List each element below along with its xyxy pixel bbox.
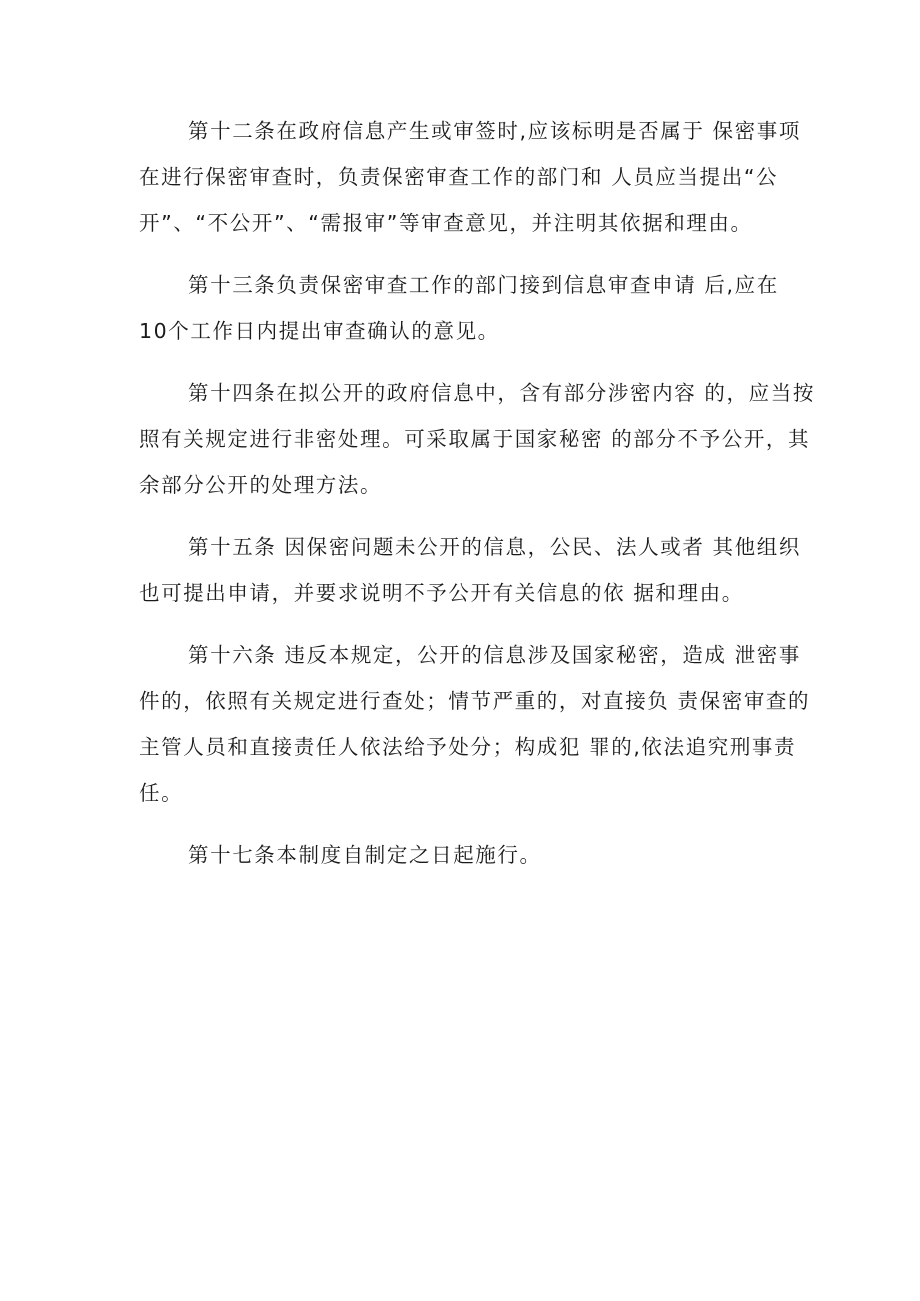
paragraph-article-12 [139, 108, 801, 246]
text-line: 第十三条负责保密审查工作的部门接到信息审查申请 后,应在 [188, 273, 779, 297]
text-line: 第十五条 因保密问题未公开的信息，公民、法人或者 其他组织 [188, 535, 801, 559]
text-line: 照有关规定进行非密处理。可采取属于国家秘密 的部分不予公开，其 [139, 427, 811, 451]
text-line: 10个工作日内提出审查确认的意见。 [139, 319, 500, 343]
text-line: 余部分公开的处理方法。 [139, 473, 383, 497]
text-line: 开”、“不公开”、“需报审”等审查意见，并注明其依据和理由。 [139, 211, 753, 235]
text-line: 主管人员和直接责任人依法给予处分；构成犯 罪的,依法追究刑事责 [139, 735, 797, 759]
text-line: 第十二条在政府信息产生或审签时,应该标明是否属于 保密事项 [188, 119, 801, 143]
text-line: 第十四条在拟公开的政府信息中，含有部分涉密内容 的，应当按 [188, 381, 815, 405]
paragraph-article-17 [139, 832, 791, 878]
text-line: 第十七条本制度自制定之日起施行。 [188, 843, 542, 867]
text-line: 也可提出申请，并要求说明不予公开有关信息的依 据和理由。 [139, 581, 744, 605]
paragraph-article-13 [139, 262, 791, 354]
text-line: 任。 [139, 781, 184, 805]
paragraph-article-16 [139, 632, 811, 816]
text-line: 件的，依照有关规定进行查处；情节严重的，对直接负 责保密审查的 [139, 689, 811, 713]
paragraph-article-14 [139, 370, 815, 508]
paragraph-article-15 [139, 524, 801, 616]
text-line: 在进行保密审查时，负责保密审查工作的部门和 人员应当提出“公 [139, 165, 779, 189]
text-line: 第十六条 违反本规定，公开的信息涉及国家秘密，造成 泄密事 [188, 643, 801, 667]
document-body [139, 108, 815, 894]
